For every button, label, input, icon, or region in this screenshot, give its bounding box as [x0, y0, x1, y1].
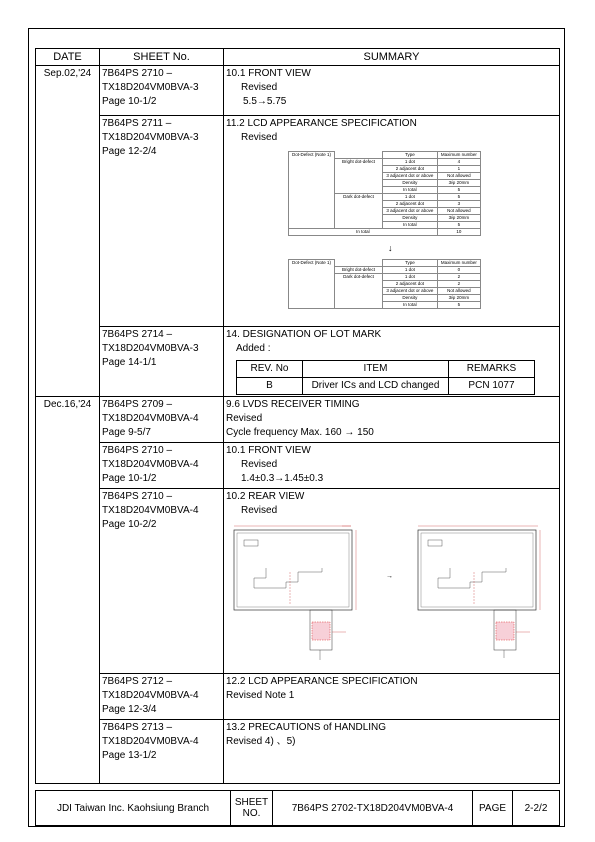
spec-cell: 3 adjacent dot or above	[383, 208, 438, 215]
sheet-line: 7B64PS 2714 –	[102, 329, 173, 340]
sheet-cell	[100, 66, 224, 116]
spec-cell: Density	[383, 180, 438, 187]
table-row	[36, 327, 560, 397]
footer	[35, 790, 560, 826]
sheet-line: TX18D204VM0BVA-3	[102, 132, 199, 143]
sheet-line: Page 12-2/4	[102, 146, 157, 157]
sheet-cell	[100, 397, 224, 443]
summary-line: Revised	[241, 132, 278, 143]
spec-cell: Not allowed	[437, 208, 480, 215]
spec-cell: 5	[437, 194, 480, 201]
spec-cell: 2 adjacent dot	[383, 281, 438, 288]
lot-head: REMARKS	[449, 361, 535, 378]
sheet-line: 7B64PS 2712 –	[102, 676, 173, 687]
spec-cell: 2	[437, 281, 480, 288]
summary-title: 10.1 FRONT VIEW	[226, 68, 311, 79]
sheet-line: TX18D204VM0BVA-4	[102, 690, 199, 701]
spec-cell: 5	[437, 222, 480, 229]
spec-cell: 3/φ 20mm	[437, 215, 480, 222]
spec-cell: 3 adjacent dot or above	[383, 173, 438, 180]
summary-cell	[224, 397, 560, 443]
spec-cell: 1 dot	[383, 194, 438, 201]
sheet-line: 7B64PS 2709 –	[102, 399, 173, 410]
summary-cell	[224, 116, 560, 327]
footer-page-label: PAGE	[473, 791, 513, 826]
sheet-line: TX18D204VM0BVA-4	[102, 505, 199, 516]
lot-head: REV. No	[237, 361, 303, 378]
sheet-line: TX18D204VM0BVA-3	[102, 82, 199, 93]
spec-cell: 1 dot	[383, 159, 438, 166]
spec-head: Maximum number	[437, 260, 480, 267]
sheet-line: TX18D204VM0BVA-4	[102, 736, 199, 747]
table-row	[36, 397, 560, 443]
spec-cell: 2	[437, 274, 480, 281]
footer-doc-number: 7B64PS 2702-TX18D204VM0BVA-4	[273, 791, 473, 826]
sheet-line: TX18D204VM0BVA-4	[102, 413, 199, 424]
summary-line: Revised 4) 、5)	[226, 736, 296, 747]
sheet-line: Page 12-3/4	[102, 704, 157, 715]
header-date: DATE	[36, 49, 100, 66]
sheet-cell	[100, 327, 224, 397]
sheet-line: 7B64PS 2710 –	[102, 68, 173, 79]
summary-title: 13.2 PRECAUTIONS of HANDLING	[226, 722, 387, 733]
sheet-line: Page 10-2/2	[102, 519, 157, 530]
table-row	[36, 443, 560, 489]
down-arrow-icon: ↓	[388, 243, 393, 253]
summary-cell	[224, 674, 560, 720]
sheet-line: Page 9-5/7	[102, 427, 151, 438]
spec-cell: 3	[437, 201, 480, 208]
summary-line: Added :	[236, 343, 271, 354]
summary-line: 1.4±0.3→1.45±0.3	[241, 473, 324, 484]
sheet-cell	[100, 489, 224, 674]
summary-line: Revised Note 1	[226, 690, 295, 701]
table-row	[36, 720, 560, 784]
spec-cell: 3/φ 20mm	[437, 180, 480, 187]
lot-head: ITEM	[303, 361, 449, 378]
table-row	[36, 674, 560, 720]
summary-title: 9.6 LVDS RECEIVER TIMING	[226, 399, 360, 410]
lot-cell: B	[237, 378, 303, 395]
row-date: Dec.16,'24	[36, 397, 100, 784]
spec-group: Dot-Defect (Note 1)	[289, 260, 335, 309]
spec-group: Dot-Defect (Note 1)	[289, 152, 335, 229]
spec-cell: 1 dot	[383, 267, 438, 274]
sheet-line: Page 14-1/1	[102, 357, 157, 368]
summary-cell	[224, 443, 560, 489]
summary-title: 10.2 REAR VIEW	[226, 491, 305, 502]
table-row	[36, 489, 560, 674]
table-row	[36, 66, 560, 116]
summary-line: Revised	[241, 459, 278, 470]
lot-cell: Driver ICs and LCD changed	[303, 378, 449, 395]
rear-view-new	[418, 526, 540, 658]
summary-line: Revised	[241, 82, 278, 93]
summary-line: Revised	[241, 505, 278, 516]
spec-cell: Not allowed	[437, 288, 480, 295]
sheet-cell	[100, 720, 224, 784]
spec-cell: In total	[383, 222, 438, 229]
summary-cell	[224, 489, 560, 674]
row-date: Sep.02,'24	[36, 66, 100, 397]
sheet-line: Page 10-1/2	[102, 473, 157, 484]
lot-cell: PCN 1077	[449, 378, 535, 395]
summary-title: 10.1 FRONT VIEW	[226, 445, 311, 456]
spec-dark: Dark dot-defect	[335, 194, 383, 229]
spec-cell: 3 adjacent dot or above	[383, 288, 438, 295]
summary-title: 14. DESIGNATION OF LOT MARK	[226, 329, 382, 340]
spec-cell: In total	[383, 302, 438, 309]
summary-title: 12.2 LCD APPEARANCE SPECIFICATION	[226, 676, 418, 687]
spec-bright: Bright dot-defect	[335, 159, 383, 194]
sheet-cell	[100, 116, 224, 327]
spec-bright: Bright dot-defect	[335, 267, 383, 274]
spec-cell: 10	[437, 229, 480, 236]
summary-line: Revised	[226, 413, 263, 424]
svg-text:→: →	[386, 573, 393, 580]
table-row	[36, 116, 560, 327]
spec-cell: Density	[383, 295, 438, 302]
spec-cell: 1 dot	[383, 274, 438, 281]
spec-table-old	[288, 151, 481, 236]
footer-company: JDI Taiwan Inc. Kaohsiung Branch	[36, 791, 231, 826]
table-header	[36, 49, 560, 66]
spec-dark: Dark dot-defect	[335, 274, 383, 309]
spec-cell: 2 adjacent dot	[383, 201, 438, 208]
sheet-line: TX18D204VM0BVA-4	[102, 459, 199, 470]
rear-view-drawing	[226, 522, 556, 667]
summary-cell	[224, 327, 560, 397]
spec-cell: 0	[437, 267, 480, 274]
spec-cell: 4	[437, 159, 480, 166]
sheet-line: 7B64PS 2711 –	[102, 118, 172, 129]
sheet-line: Page 13-1/2	[102, 750, 157, 761]
footer-page-number: 2-2/2	[513, 791, 560, 826]
rear-view-old	[234, 526, 356, 660]
spec-cell: In total	[383, 187, 438, 194]
spec-cell: 1	[437, 166, 480, 173]
summary-cell	[224, 66, 560, 116]
summary-line: 5.5→5.75	[243, 96, 287, 107]
sheet-cell	[100, 443, 224, 489]
sheet-line: TX18D204VM0BVA-3	[102, 343, 199, 354]
spec-cell: 5	[437, 187, 480, 194]
sheet-line: 7B64PS 2710 –	[102, 491, 173, 502]
spec-head: Type	[383, 260, 438, 267]
summary-title: 11.2 LCD APPEARANCE SPECIFICATION	[226, 118, 417, 129]
sheet-cell	[100, 674, 224, 720]
sheet-line: 7B64PS 2713 –	[102, 722, 173, 733]
header-sheet: SHEET No.	[100, 49, 224, 66]
spec-table-new	[288, 259, 481, 309]
spec-cell: Not allowed	[437, 173, 480, 180]
lot-table	[236, 360, 535, 395]
summary-cell	[224, 720, 560, 784]
spec-cell: 5	[437, 302, 480, 309]
spec-cell: 2 adjacent dot	[383, 166, 438, 173]
spec-cell: 3/φ 20mm	[437, 295, 480, 302]
spec-head: Type	[383, 152, 438, 159]
footer-sheet-label: SHEET NO.	[231, 791, 273, 826]
spec-cell: Density	[383, 215, 438, 222]
spec-cell: In total	[289, 229, 438, 236]
revision-table	[35, 48, 560, 784]
summary-line: Cycle frequency Max. 160 → 150	[226, 427, 374, 438]
spec-head: Maximum number	[437, 152, 480, 159]
header-summary: SUMMARY	[224, 49, 560, 66]
sheet-line: Page 10-1/2	[102, 96, 157, 107]
sheet-line: 7B64PS 2710 –	[102, 445, 173, 456]
